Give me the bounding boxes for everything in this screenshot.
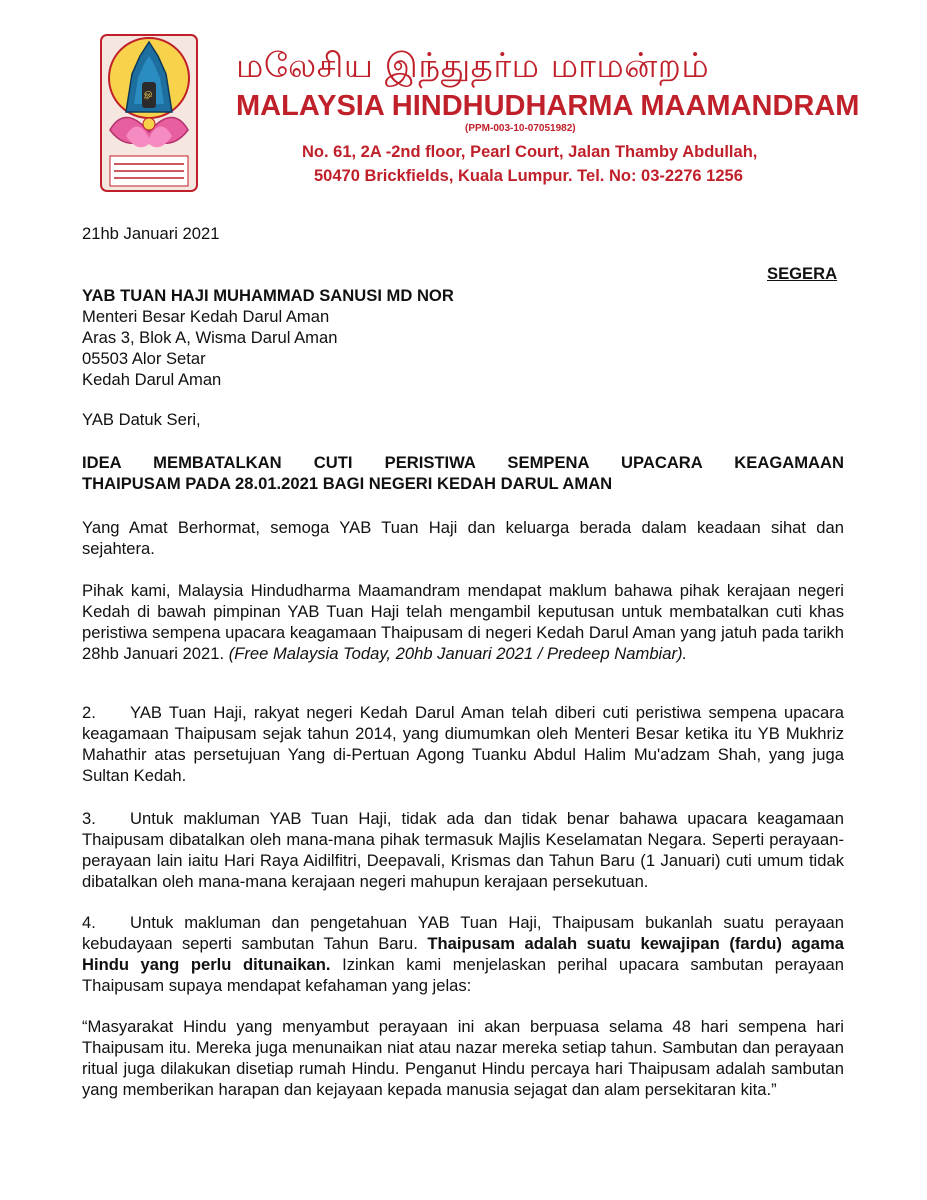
organization-logo	[100, 34, 198, 192]
paragraph-3-text: Untuk makluman YAB Tuan Haji, tidak ada dan tidak benar bahawa upacara keagamaan Thaipusam dibatalkan oleh mana-mana pihak termasuk Majlis Keselamatan Negara. Seperti perayaan-perayaan lain iaitu Hari Raya Aidilfitri, Deepavali, Krismas dan Tahun Baru (1 Januari) cuti umum tidak dibatalkan oleh mana-mana kerajaan negeri mahupun kerajaan persekutuan.	[82, 809, 844, 891]
organization-name: MALAYSIA HINDHUDHARMA MAAMANDRAM	[236, 90, 860, 122]
letter-date: 21hb Januari 2021	[82, 224, 220, 243]
svg-text:ௐ: ௐ	[144, 88, 154, 99]
paragraph-4-text: Untuk makluman dan pengetahuan YAB Tuan Haji, Thaipusam bukanlah suatu perayaan kebudayaan seperti sambutan Tahun Baru.	[82, 913, 844, 953]
paragraph-1-text: Pihak kami, Malaysia Hindudharma Maamandram mendapat maklum bahawa pihak kerajaan negeri Kedah di bawah pimpinan YAB Tuan Haji telah mengambil keputusan untuk membatalkan cuti khas peristiwa sempena upacara keagamaan Thaipusam di negeri Kedah Darul Aman yang jatuh pada tarikh 28hb Januari 2021.	[82, 581, 844, 663]
address-line-2: 50470 Brickfields, Kuala Lumpur. Tel. No: 03-2276 1256	[314, 167, 743, 185]
recipient-line: 05503 Alor Setar	[82, 349, 206, 368]
temple-lotus-emblem-icon	[100, 34, 198, 192]
paragraph-3	[82, 808, 844, 892]
paragraph-4-text-cont: Izinkan kami menjelaskan perihal upacara sambutan perayaan Thaipusam supaya mendapat kefahaman yang jelas:	[82, 955, 844, 995]
organization-name-tamil: மலேசிய இந்துதர்ம மாமன்றம்	[236, 46, 710, 86]
paragraph-2-text: YAB Tuan Haji, rakyat negeri Kedah Darul Aman telah diberi cuti peristiwa sempena upacara keagamaan Thaipusam sejak tahun 2014, yang diumumkan oleh Menteri Besar ketika itu YB Mukhriz Mahathir atas persetujuan Yang di-Pertuan Agong Tuanku Abdul Halim Mu'adzam Shah, yang juga Sultan Kedah.	[82, 703, 844, 785]
letterhead	[0, 0, 927, 200]
paragraph-number: 3.	[82, 809, 96, 828]
urgent-label: SEGERA	[767, 264, 838, 283]
letter-subject	[82, 452, 844, 494]
address-line-1: No. 61, 2A -2nd floor, Pearl Court, Jalan Thamby Abdullah,	[302, 143, 758, 161]
paragraph-4-emphasis: Thaipusam adalah suatu kewajipan (fardu) agama Hindu yang perlu ditunaikan.	[82, 934, 844, 974]
recipient-block	[82, 285, 454, 390]
paragraph-number: 4.	[82, 913, 96, 932]
registration-number: (PPM-003-10-07051982)	[465, 123, 576, 134]
recipient-line: Kedah Darul Aman	[82, 370, 222, 389]
recipient-name: YAB TUAN HAJI MUHAMMAD SANUSI MD NOR	[82, 286, 454, 305]
subject-line-2: THAIPUSAM PADA 28.01.2021 BAGI NEGERI KEDAH DARUL AMAN	[82, 474, 613, 493]
paragraph-number: 2.	[82, 703, 96, 722]
paragraph-1	[82, 580, 844, 664]
paragraph-greeting: Yang Amat Berhormat, semoga YAB Tuan Haji dan keluarga berada dalam keadaan sihat dan sejahtera.	[82, 518, 844, 558]
subject-line-1: IDEA MEMBATALKAN CUTI PERISTIWA SEMPENA UPACARA KEAGAMAAN	[82, 453, 844, 472]
quotation-paragraph: “Masyarakat Hindu yang menyambut perayaan ini akan berpuasa selama 48 hari sempena hari Thaipusam itu. Mereka juga menunaikan niat atau nazar mereka setiap tahun. Sambutan dan perayaan ritual juga dilakukan disetiap rumah Hindu. Penganut Hindu percaya hari Thaipusam adalah sambutan yang memberikan harapan dan kejayaan kepada manusia sejagat dan alam persekitaran kita.”	[82, 1017, 844, 1099]
recipient-line: Aras 3, Blok A, Wisma Darul Aman	[82, 328, 338, 347]
paragraph-4	[82, 912, 844, 996]
recipient-line: Menteri Besar Kedah Darul Aman	[82, 307, 330, 326]
paragraph-2	[82, 702, 844, 786]
news-source-citation: (Free Malaysia Today, 20hb Januari 2021 / Predeep Nambiar).	[228, 644, 688, 663]
salutation: YAB Datuk Seri,	[82, 410, 201, 429]
